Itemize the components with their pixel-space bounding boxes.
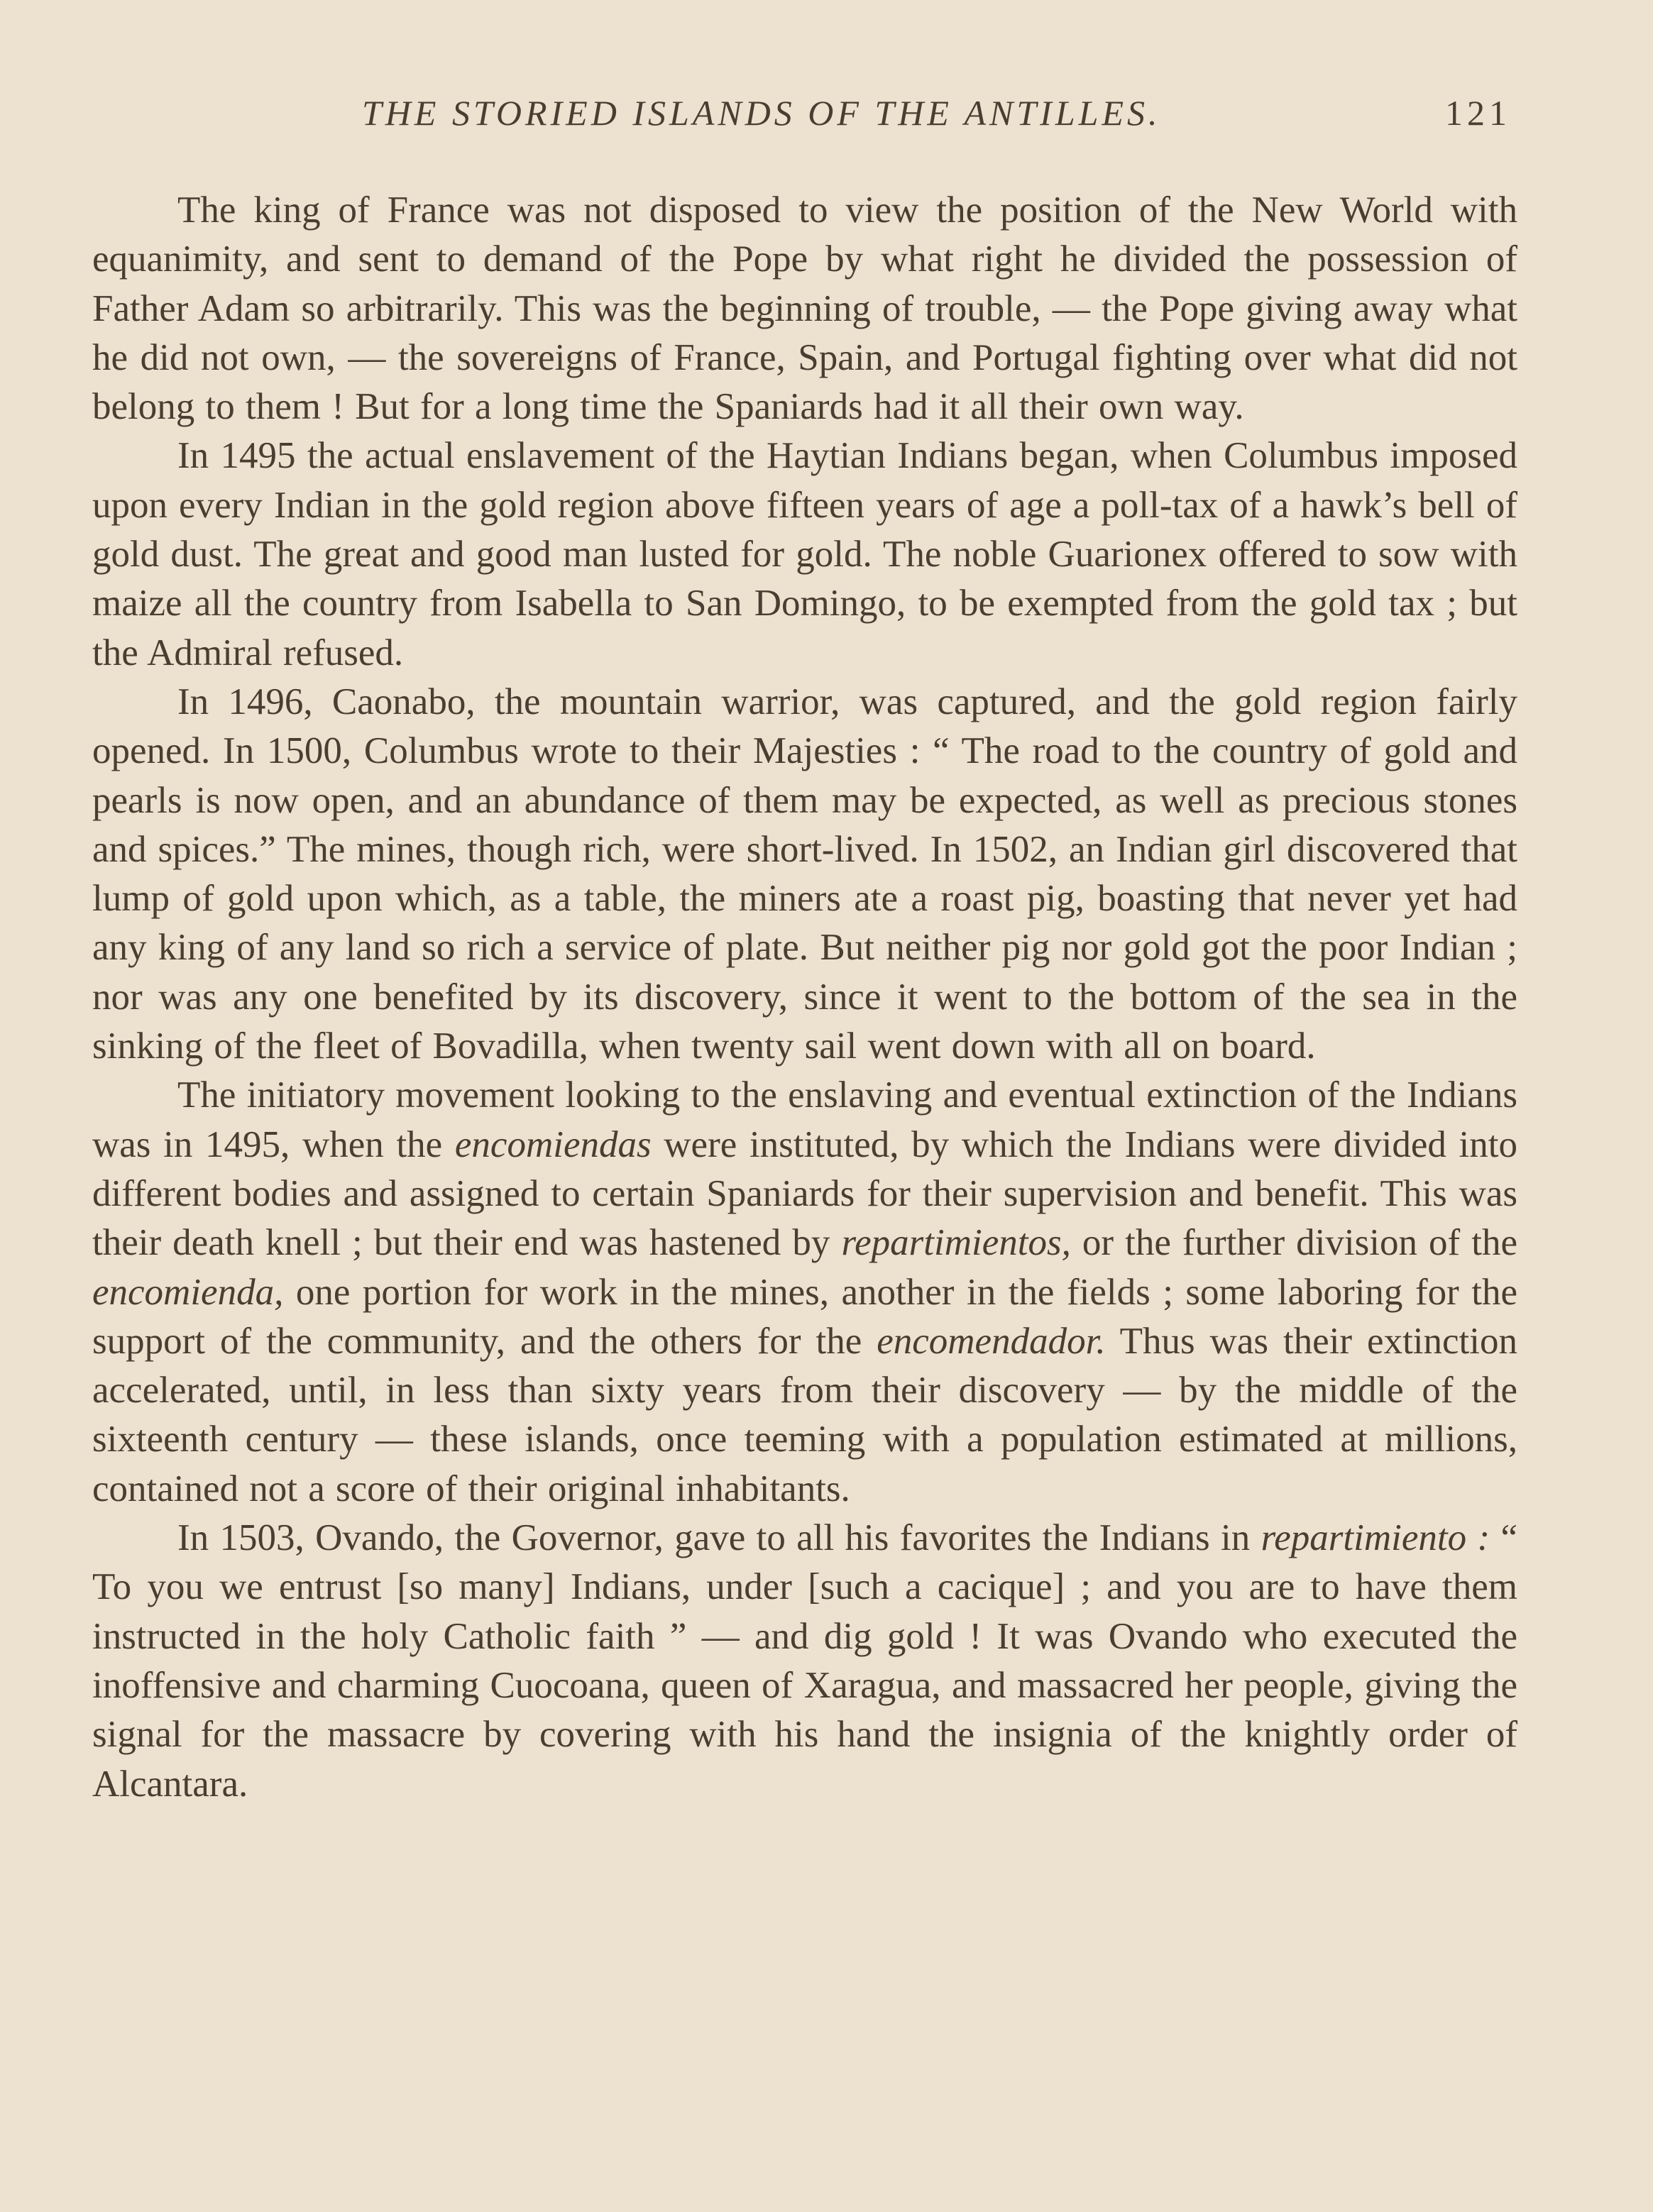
paragraph-text: one portion for work in the mines, another in the fields ; some laboring for the support of the community, and the others for the [92,1271,1517,1362]
paragraph-text: “ To you we entrust [so many] Indians, under [such a cacique] ; and you are to have them instructed in the holy Catholic faith ” — and dig gold ! It was Ovando who executed the inoffensive and charming Cuocoana, queen of Xaragua, and massacred her people, giving the signal for the massacre by covering with his hand the insignia of the knightly order of Alcantara. [92,1517,1517,1805]
running-head [92,92,1511,149]
paragraph-1: The king of France was not disposed to view the position of the New World with equanimity, and sent to demand of the Pope by what right he divided the possession of Father Adam so arbitrarily. This was the beginning of trouble, — the Pope giving away what he did not own, — the sovereigns of France, Spain, and Portugal fighting over what did not belong to them ! But for a long time the Spaniards had it all their own way. [92,189,1517,428]
paragraph-5 [92,1514,1517,1809]
italic-term-encomienda: encomienda, [92,1271,284,1313]
paragraph-text: were instituted, by which the Indians were divided into different bodies and assigned to certain Spaniards for their supervision and benefit. This was their death knell ; but their end was hastened by [92,1123,1517,1264]
body-text [92,186,1517,1809]
paragraph-2: In 1495 the actual enslavement of the Haytian Indians began, when Columbus imposed upon every Indian in the gold region above fifteen years of age a poll-tax of a hawk’s bell of gold dust. The great and good man lusted for gold. The noble Guarionex offered to sow with maize all the country from Isabella to San Domingo, to be exempted from the gold tax ; but the Admiral refused. [92,435,1517,673]
paragraph-4 [92,1071,1517,1514]
paragraph-text: In 1503, Ovando, the Governor, gave to all his favorites the Indians in [177,1517,1261,1559]
paragraph-text: Thus was their extinction accelerated, until, in less than sixty years from their discovery — by the middle of the sixteenth century — these islands, once teeming with a population estimated at millions, contained not a score of their original inhabitants. [92,1320,1517,1509]
italic-term-encomiendas: encomiendas [454,1123,652,1165]
paragraph-text: or the further division of the [1070,1222,1517,1264]
italic-term-repartimiento: repartimiento : [1261,1517,1490,1559]
page-number: 121 [1445,93,1511,133]
paragraph-text: The initiatory movement looking to the enslaving and eventual extinction of the Indians was in 1495, when the [92,1074,1517,1165]
running-title: THE STORIED ISLANDS OF THE ANTILLES. [362,93,1161,133]
paragraph-3: In 1496, Caonabo, the mountain warrior, was captured, and the gold region fairly opened. In 1500, Columbus wrote to their Majesties : “ The road to the country of gold and pearls is now open, and an abundance of them may be expected, as well as precious stones and spices.” The mines, though rich, were short-lived. In 1502, an Indian girl discovered that lump of gold upon which, as a table, the miners ate a roast pig, boasting that never yet had any king of any land so rich a service of plate. But neither pig nor gold got the poor Indian ; nor was any one benefited by its discovery, since it went to the bottom of the sea in the sinking of the fleet of Bovadilla, when twenty sail went down with all on board. [92,681,1517,1067]
italic-term-repartimientos: repartimientos, [841,1222,1071,1264]
italic-term-encomendador: encomendador. [877,1320,1106,1362]
